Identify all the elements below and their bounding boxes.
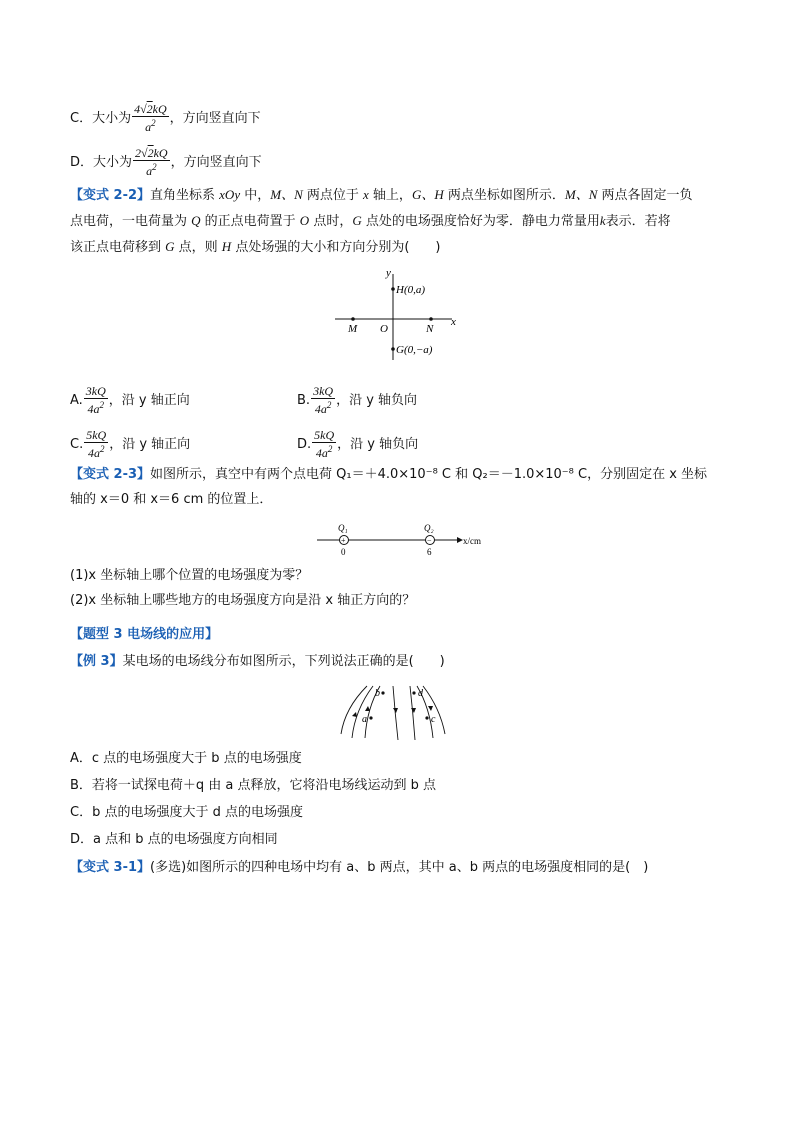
option-a: A. $\frac{3kQ}{4a^2}$ ，沿 y 轴正向 <box>70 384 190 416</box>
option-b: B．若将一试探电荷＋q 由 a 点释放，它将沿电场线运动到 b 点 <box>70 778 437 793</box>
point-m-label: M <box>348 323 358 335</box>
q1-label: Q₁ <box>338 523 348 533</box>
point-n <box>429 317 433 321</box>
point-h-label: H(0,a) <box>396 284 426 296</box>
topic-heading: 【题型 3 电场线的应用】 <box>70 627 219 642</box>
arrow-icon <box>411 708 416 713</box>
point-b <box>381 691 384 694</box>
field-line <box>393 686 398 740</box>
option-label: C．大小为 <box>70 111 132 126</box>
y-axis-label: y <box>386 267 391 279</box>
option-c: C. $\frac{5kQ}{4a^2}$ ，沿 y 轴正向 <box>70 428 191 460</box>
origin-label: O <box>380 323 388 335</box>
svg-text:−: − <box>427 536 432 545</box>
point-a <box>369 716 372 719</box>
variant-tag: 【变式 2-2】 <box>70 188 151 203</box>
option-b: B. $\frac{3kQ}{4a^2}$ ，沿 y 轴负向 <box>297 384 418 416</box>
fraction: $\frac{2√2kQ}{a^2}$ <box>135 146 168 178</box>
variant-2-2-text: 【变式 2-2】直角坐标系 xOy 中，M、N 两点位于 x 轴上，G、H 两点坐标如图所示．M、N 两点各固定一负 点电荷，一电荷量为 Q 的正点电荷置于 O 点时，G 点处的电场强度恰好为零．静电力常量用k表示．若将 该正点电荷移到 G 点，则 H 点处场强的大小和方向分别为( ) <box>70 187 693 255</box>
example-3-text: 【例 3】某电场的电场线分布如图所示，下列说法正确的是( ) <box>70 654 445 669</box>
variant-2-3-text: 【变式 2-3】如图所示，真空中有两个点电荷 Q₁＝＋4.0×10⁻⁸ C 和 Q₂＝－1.0×10⁻⁸ C，分别固定在 x 坐标 轴的 x＝0 和 x＝6 cm 的位置上． <box>70 467 708 507</box>
x-axis-unit: x/cm <box>463 536 481 546</box>
fraction: $\frac{4√2kQ}{a^2}$ <box>134 102 167 134</box>
point-m <box>351 317 355 321</box>
variant-3-1-text: 【变式 3-1】(多选)如图所示的四种电场中均有 a、b 两点，其中 a、b 两点的电场强度相同的是( ) <box>70 860 649 875</box>
option-d: D. $\frac{5kQ}{4a^2}$ ，沿 y 轴负向 <box>297 428 419 460</box>
option-label: D．大小为 <box>70 155 133 170</box>
arrow-icon <box>428 706 433 711</box>
tick-0: 0 <box>341 547 346 557</box>
option-c: C．b 点的电场强度大于 d 点的电场强度 <box>70 805 303 820</box>
question-2: (2)x 坐标轴上哪些地方的电场强度方向是沿 x 轴正方向的？ <box>70 593 416 608</box>
option-d: D．a 点和 b 点的电场强度方向相同 <box>70 832 278 847</box>
variant-tag: 【变式 2-3】 <box>70 467 151 482</box>
charges-figure <box>315 520 485 560</box>
q2-label: Q₂ <box>424 523 434 533</box>
field-lines-figure <box>335 678 455 743</box>
field-line <box>352 686 373 738</box>
coordinate-figure <box>330 262 470 362</box>
question-1: (1)x 坐标轴上哪个位置的电场强度为零？ <box>70 568 309 583</box>
point-d-label: d <box>418 688 423 699</box>
point-g <box>391 347 395 351</box>
arrow-icon <box>352 712 357 717</box>
arrow-icon <box>365 706 370 711</box>
point-c-label: c <box>431 714 436 725</box>
point-g-label: G(0,−a) <box>396 344 433 356</box>
option-c-magnitude: C．大小为 $\frac{4√2kQ}{a^2}$ ，方向竖直向下 <box>70 102 261 134</box>
option-d-magnitude: D．大小为 $\frac{2√2kQ}{a^2}$ ，方向竖直向下 <box>70 146 262 178</box>
x-axis-label: x <box>451 316 456 328</box>
point-d <box>412 691 415 694</box>
point-h <box>391 287 395 291</box>
field-line <box>423 686 445 734</box>
tick-6: 6 <box>427 547 432 557</box>
point-c <box>425 716 428 719</box>
point-n-label: N <box>426 323 434 335</box>
svg-text:+: + <box>341 536 346 545</box>
point-b-label: b <box>375 688 380 699</box>
example-tag: 【例 3】 <box>70 654 123 669</box>
variant-tag: 【变式 3-1】 <box>70 860 151 875</box>
point-a-label: a <box>362 714 367 725</box>
option-a: A．c 点的电场强度大于 b 点的电场强度 <box>70 751 302 766</box>
